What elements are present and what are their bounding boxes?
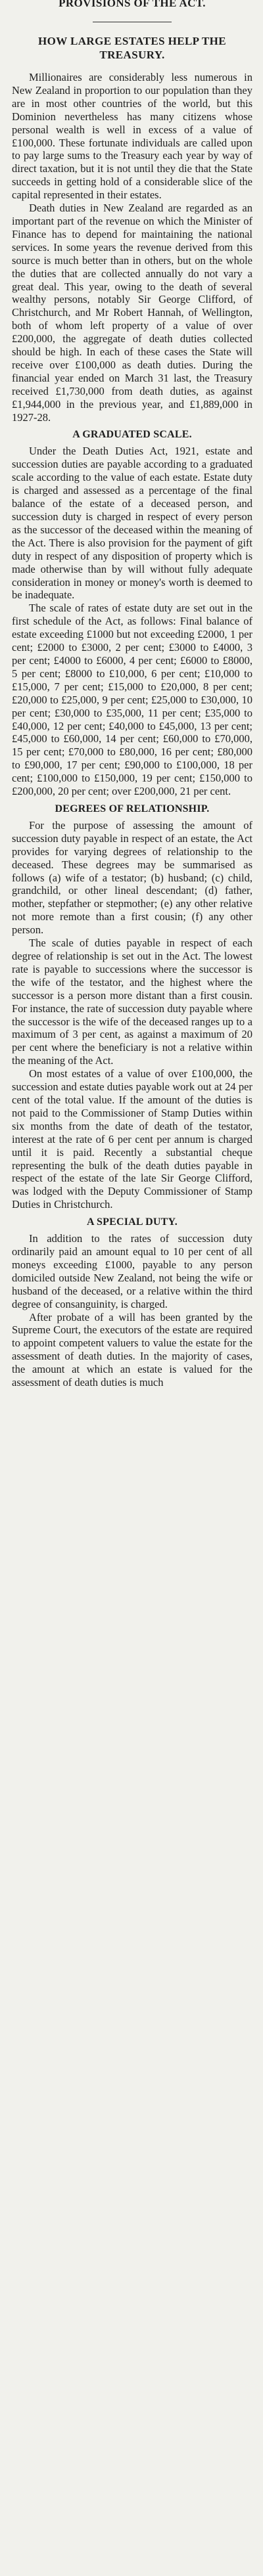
headline-main: HOW LARGE ESTATES HELP THE TREASURY. (38, 35, 226, 61)
paragraph: For the purpose of assessing the amount of succession duty payable in respect of an estate, the Act provides for varying degrees of relationship to the deceased. These degrees may be summarised as follows (a) wife of a testator; (b) husband; (c) child, grandchild, or other lineal descendant; (d) father, mother, stepfather or stepmother; (e) any other relative not more remote than a first cousin; (f) any other person. (12, 818, 252, 937)
paragraph: After probate of a will has been granted by the Supreme Court, the executors of the estate are required to appoint competent valuers to value the estate for the assessment of death duties. In the majority of cases, the amount at which an estate is valued for the assessment of death duties is much (12, 1310, 252, 1389)
paragraph: The scale of rates of estate duty are set out in the first schedule of the Act, as follows: Final balance of estate exceeding £1000 but not exceeding £2000, 1 per cent; £2000 to £3000, 2 per cent; £3000 to £4000, 3 per cent; £4000 to £6000, 4 per cent; £6000 to £8000, 5 per cent; £8000 to £10,000, 6 per cent; £10,000 to £15,000, 7 per cent; £15,000 to £20,000, 8 per cent; £20,000 to £25,000, 9 per cent; £25,000 to £30,000, 10 per cent; £30,000 to £35,000, 11 per cent; £35,000 to £40,000, 12 per cent; £40,000 to £45,000, 13 per cent; £45,000 to £60,000, 14 per cent; £60,000 to £70,000, 15 per cent; £70,000 to £80,000, 16 per cent; £80,000 to £90,000, 17 per cent; £90,000 to £100,000, 18 per cent; £100,000 to £150,000, 19 per cent; £150,000 to £200,000, 20 per cent; over £200,000, 21 per cent. (12, 602, 252, 798)
subheading-special-duty: A SPECIAL DUTY. (86, 1216, 178, 1228)
paragraph: On most estates of a value of over £100,000, the succession and estate duties payable work out at 24 per cent of the total value. If the amount of the duties is not paid to the Commissioner of Stamp Duties within six months from the date of death of the testator, interest at the rate of 6 per cent per annum is charged until it is paid. Recently a substantial cheque representing the bulk of the death duties payable in respect of the estate of the late Sir George Clifford, was lodged with the Deputy Commissioner of Stamp Duties in Christchurch. (12, 1067, 252, 1211)
paragraph: Under the Death Duties Act, 1921, estate and succession duties are payable according to a graduated scale according to the value of each estate. Estate duty is charged and assessed as a percentage of the final balance of the estate of a deceased person, and succession duty is charged in respect of every person as the successor of the deceased within the meaning of the Act. There is also provision for the payment of gift duty in respect of any disposition of property which is made otherwise than by will without fully adequate consideration in money or money's worth is deemed to be inadequate. (12, 445, 252, 602)
paragraph: In addition to the rates of succession duty ordinarily paid an amount equal to 10 per cent of all moneys exceeding £1000, payable to any person domiciled outside New Zealand, not being the wife or husband of the deceased, or a relative within the third degree of consanguinity, is charged. (12, 1232, 252, 1310)
paragraph: Death duties in New Zealand are regarded as an important part of the revenue on which the Minister of Finance has to depend for maintaining the national services. In some years the revenue derived from this source is much better than in others, but on the whole the duties that are collected annually do not vary a great deal. This year, owing to the death of several wealthy persons, notably Sir George Clifford, of Christchurch, and Mr Robert Hannah, of Wellington, both of whom left property of a value of over £200,000, the aggregate of death duties collected should be high. In each of these cases the State will receive over £100,000 as death duties. During the financial year ended on March 31 last, the Treasury received £1,730,000 from death duties, as against £1,944,000 in the previous year, and £1,889,000 in 1927-28. (12, 202, 252, 424)
paragraph: The scale of duties payable in respect of each degree of relationship is set out in the Act. The lowest rate is payable to successions where the successor is the wife of the testator, and the highest where the successor is a person more distant than a first cousin. For instance, the rate of succession duty payable where the successor is the wife of the deceased ranges up to a maximum of 3 per cent, as against a maximum of 20 per cent where the beneficiary is not a relative within the meaning of the Act. (12, 937, 252, 1067)
subheading-degrees-of-relationship: DEGREES OF RELATIONSHIP. (55, 803, 210, 814)
headline-top: PROVISIONS OF THE ACT. (59, 0, 206, 9)
subheading-graduated-scale: A GRADUATED SCALE. (72, 429, 192, 441)
paragraph: Millionaires are considerably less numerous in New Zealand in proportion to our population than they are in most other countries of the world, but this Dominion nevertheless has many citizens whose personal wealth is well in excess of a value of £100,000. These fortunate individuals are called upon to pay large sums to the Treasury each year by way of direct taxation, but it is not until they die that the State succeeds in getting hold of a considerable slice of the capital represented in their estates. (12, 71, 252, 202)
